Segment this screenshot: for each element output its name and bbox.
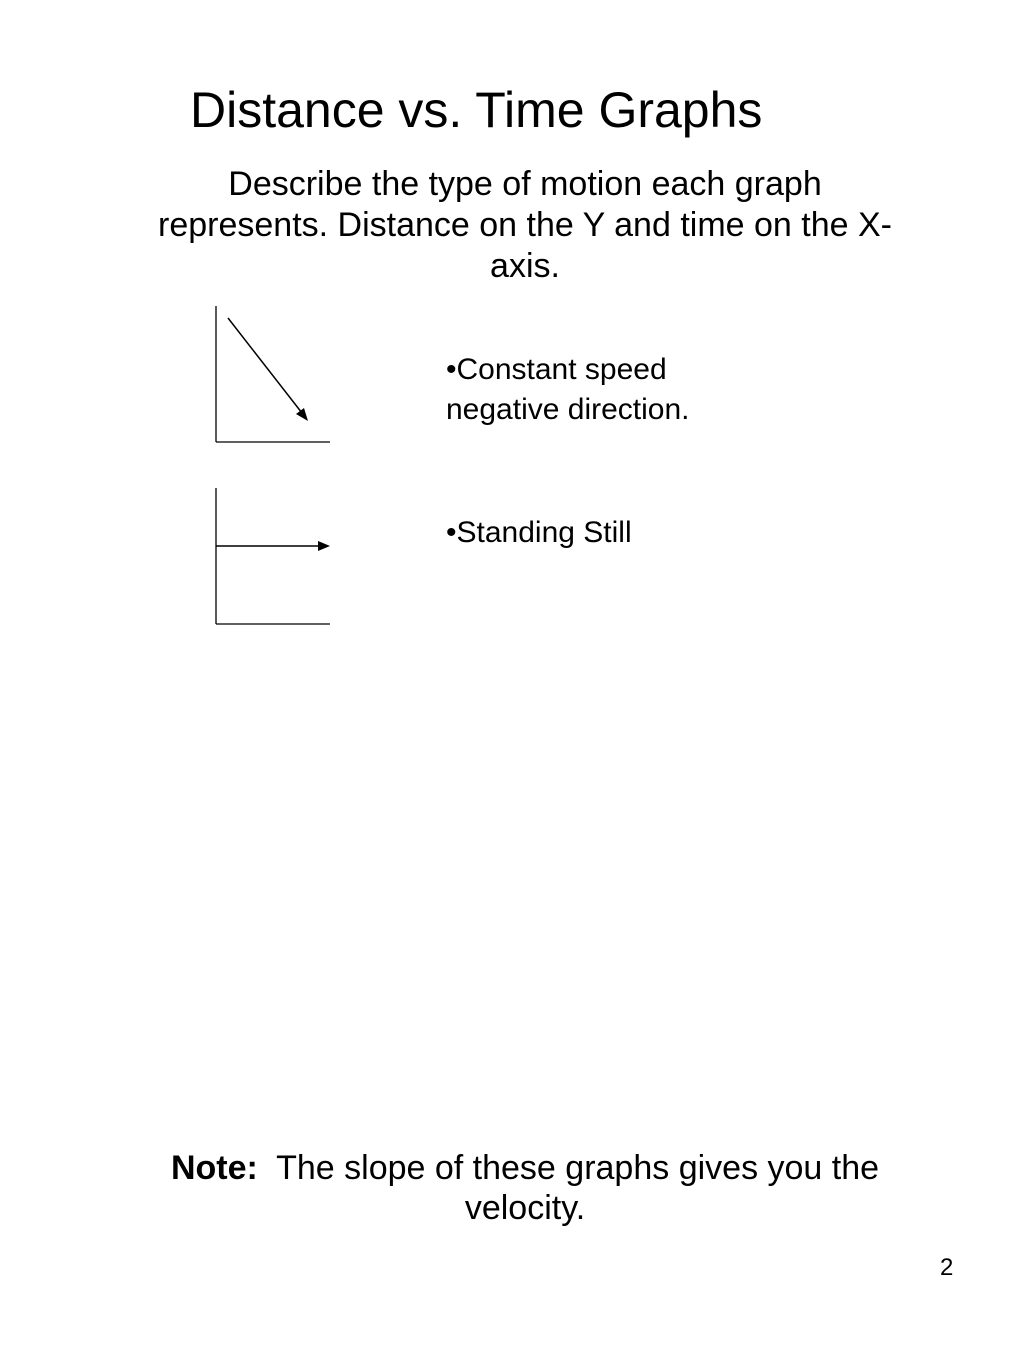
example-1-line-2: negative direction. (446, 393, 690, 426)
note-label: Note: (170, 1149, 258, 1187)
graph-2-arrowhead-icon (318, 541, 330, 551)
graph-1-arrowhead-icon (296, 408, 308, 421)
example-1-description (446, 350, 690, 430)
instructions-text: Describe the type of motion each graph represents. Distance on the Y and time on the X-axis. (158, 165, 892, 285)
slide-title: Distance vs. Time Graphs (190, 82, 763, 138)
graph-1-motion-line (228, 318, 302, 413)
constant-distance-graph (206, 482, 336, 630)
note-text: The slope of these graphs gives you the velocity. (276, 1149, 880, 1227)
example-1-line-1: •Constant speed (446, 353, 667, 386)
example-2-line-1: •Standing Still (446, 516, 632, 549)
example-2-description (446, 513, 632, 553)
decreasing-distance-graph (206, 300, 336, 448)
page-number: 2 (940, 1254, 954, 1281)
note (170, 1148, 880, 1228)
